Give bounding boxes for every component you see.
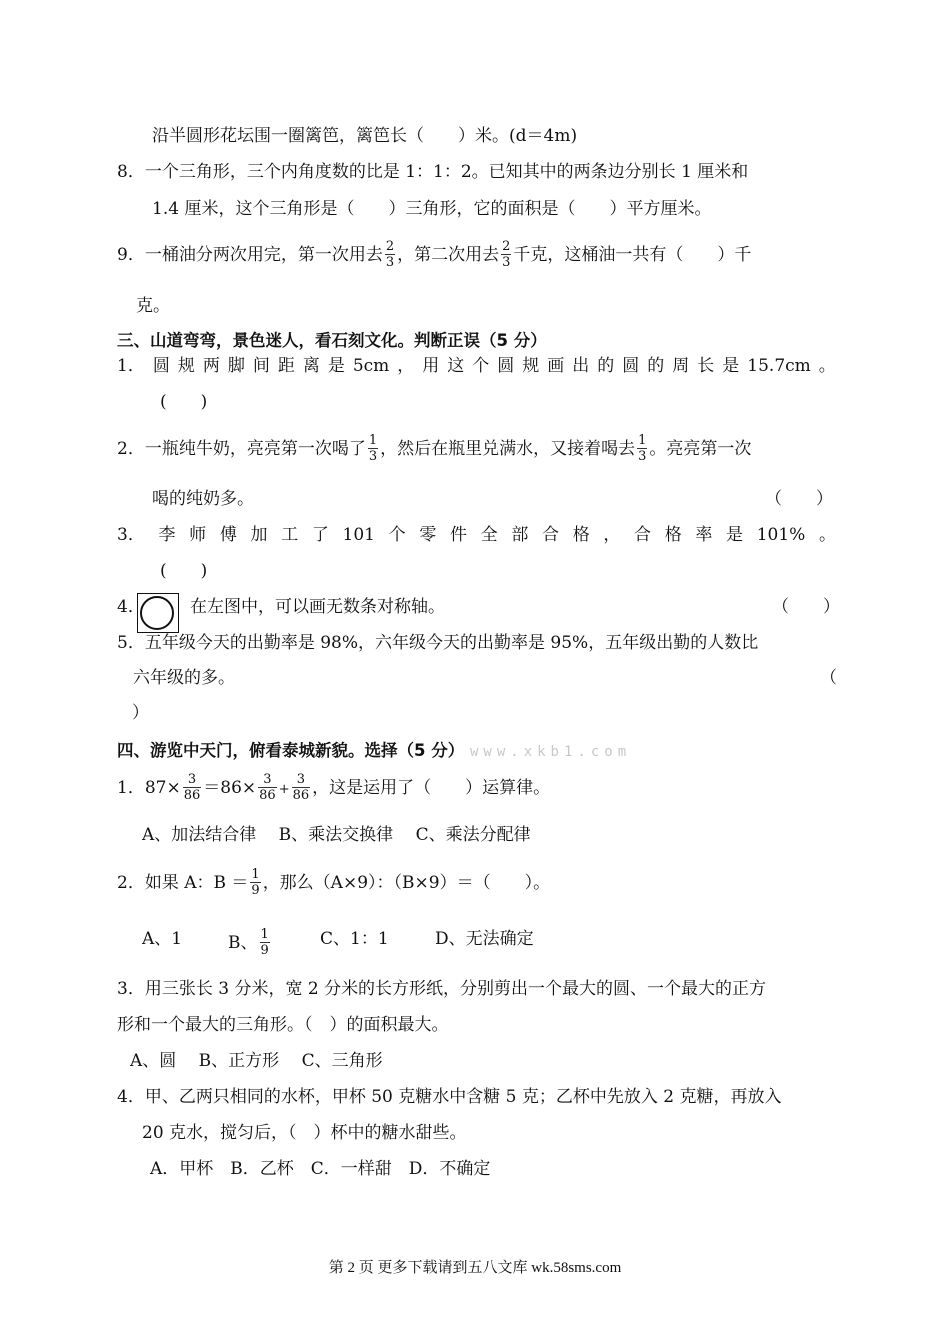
- choice-2-option-c: C、1：1: [320, 929, 389, 949]
- fraction-one-ninth: [260, 927, 270, 958]
- word: 1．: [117, 356, 145, 376]
- word: 圆: [497, 356, 515, 376]
- word: 格: [572, 525, 590, 545]
- word: 周: [672, 356, 690, 376]
- choice-4-line1: 4．甲、乙两只相同的水杯，甲杯 50 克糖水中含糖 5 克；乙杯中先放入 2 克糖，再放入: [117, 1087, 782, 1107]
- word: 工: [281, 525, 299, 545]
- fraction-denominator: 3: [502, 255, 511, 270]
- word: 是: [327, 356, 345, 376]
- judge-5-answer-open[interactable]: （: [820, 668, 837, 688]
- word: 这: [447, 356, 465, 376]
- q9-line1: [117, 240, 751, 271]
- choice-1-expr-c: ，这是运用了（ ）运算律。: [312, 778, 551, 798]
- fraction-one-third: [637, 433, 647, 464]
- choice-1-expr-a: 87×: [144, 778, 181, 798]
- choice-2-option-b: [228, 928, 272, 959]
- choice-4-options: A．甲杯 B．乙杯 C．一样甜 D．不确定: [150, 1159, 491, 1179]
- fraction-numerator: 1: [251, 867, 260, 882]
- word: 出: [572, 356, 590, 376]
- choice-2-text-b: ，那么（A×9）：（B×9）＝（ ）。: [262, 873, 551, 893]
- word: 率: [695, 525, 713, 545]
- choice-1-expr-b: ＝86×: [203, 778, 257, 798]
- judge-4-number: 4．: [117, 597, 145, 617]
- judge-1-answer-paren[interactable]: ( ): [160, 392, 208, 412]
- word: 格: [664, 525, 682, 545]
- fraction-one-third: [368, 433, 378, 464]
- fraction-denominator: 3: [368, 449, 378, 464]
- fraction-denominator: 86: [259, 788, 276, 803]
- q8-line2: 1.4 厘米，这个三角形是（ ）三角形，它的面积是（ ）平方厘米。: [152, 199, 712, 219]
- choice-2-option-d: D、无法确定: [435, 929, 534, 949]
- fraction-numerator: 3: [263, 772, 272, 787]
- circle-figure-frame: [137, 593, 179, 633]
- word: 5cm: [352, 356, 390, 376]
- q9-text-c: 千克，这桶油一共有（ ）千: [513, 245, 752, 265]
- choice-1-num: 1．: [117, 778, 145, 798]
- watermark: www.xkb1.com: [469, 744, 632, 760]
- word: 离: [302, 356, 320, 376]
- word: 部: [511, 525, 529, 545]
- word: 用: [422, 356, 440, 376]
- word: 。: [818, 356, 836, 376]
- word: 规: [177, 356, 195, 376]
- word: 两: [202, 356, 220, 376]
- circle-icon: [140, 596, 174, 630]
- fraction-3-over-86: [292, 772, 311, 803]
- word: 傅: [219, 525, 237, 545]
- choice-2-option-b-label: B、: [228, 933, 258, 953]
- judge-2-text-b: ，然后在瓶里兑满水，又接着喝去: [380, 439, 636, 459]
- judge-2-text-c: 。亮亮第一次: [649, 439, 752, 459]
- section-4-title: 四、游览中天门，俯看泰城新貌。选择（5 分）: [117, 741, 465, 760]
- judge-2-answer-paren[interactable]: （ ）: [765, 489, 833, 509]
- word: 15.7cm: [747, 356, 811, 376]
- word: 3．: [117, 525, 145, 545]
- choice-1-options: A、加法结合律 B、乘法交换律 C、乘法分配律: [142, 825, 531, 845]
- q9-text-b: ，第二次用去: [397, 245, 500, 265]
- judge-1-line1: [117, 355, 836, 377]
- q9-line2: 克。: [136, 296, 170, 316]
- word: 是: [722, 356, 740, 376]
- fraction-denominator: 86: [183, 788, 201, 803]
- word: 是: [726, 525, 744, 545]
- fraction-numerator: 1: [368, 433, 378, 448]
- judge-5-answer-close[interactable]: ）: [132, 703, 149, 723]
- word: 的: [597, 356, 615, 376]
- fraction-3-over-86: [183, 772, 202, 803]
- choice-3-line1: 3．用三张长 3 分米，宽 2 分米的长方形纸，分别剪出一个最大的圆、一个最大的正方: [117, 979, 767, 999]
- q7-continuation: 沿半圆形花坛围一圈篱笆，篱笆长（ ）米。(d＝4m): [152, 126, 578, 146]
- choice-2-line1: [117, 868, 550, 899]
- word: 长: [697, 356, 715, 376]
- judge-5-line1: 5．五年级今天的出勤率是 98%，六年级今天的出勤率是 95%，五年级出勤的人数比: [117, 633, 759, 653]
- fraction-denominator: 86: [292, 788, 310, 803]
- judge-2-line2: 喝的纯奶多。: [152, 489, 254, 509]
- word: 李: [158, 525, 176, 545]
- fraction-numerator: 2: [385, 239, 395, 254]
- fraction-two-thirds: [501, 239, 511, 270]
- fraction-denominator: 3: [385, 255, 395, 270]
- fraction-numerator: 3: [187, 772, 197, 787]
- word: 101%: [756, 525, 806, 545]
- word: 合: [634, 525, 652, 545]
- fraction-one-ninth: [250, 867, 260, 898]
- q9-text-a: 9．一桶油分两次用完，第一次用去: [117, 245, 383, 265]
- fraction-denominator: 3: [638, 449, 647, 464]
- choice-1-line1: [117, 773, 550, 804]
- word: 距: [277, 356, 295, 376]
- fraction-two-thirds: [385, 239, 395, 270]
- word: 的: [647, 356, 665, 376]
- word: 圆: [622, 356, 640, 376]
- word: 规: [522, 356, 540, 376]
- choice-4-line2: 20 克水，搅匀后，（ ）杯中的糖水甜些。: [142, 1123, 467, 1143]
- word: 间: [252, 356, 270, 376]
- fraction-numerator: 2: [502, 239, 511, 254]
- word: 全: [480, 525, 498, 545]
- judge-5-line2: 六年级的多。: [133, 668, 235, 688]
- judge-2-line1: [117, 434, 751, 465]
- word: 画: [547, 356, 565, 376]
- fraction-denominator: 9: [251, 883, 260, 898]
- word: ，: [397, 356, 415, 376]
- judge-4-text: 在左图中，可以画无数条对称轴。: [190, 597, 445, 617]
- word: 加: [250, 525, 268, 545]
- judge-4-answer-paren[interactable]: （ ）: [772, 597, 840, 617]
- word: 件: [450, 525, 467, 545]
- word: 。: [819, 525, 836, 545]
- word: 了: [311, 525, 329, 545]
- page-footer: 第 2 页 更多下载请到五八文库 wk.58sms.com: [328, 1260, 622, 1276]
- word: 个: [472, 356, 490, 376]
- word: 合: [542, 525, 560, 545]
- choice-1-plus: +: [278, 782, 290, 797]
- word: 圆: [152, 356, 170, 376]
- fraction-numerator: 3: [296, 772, 306, 787]
- word: 101: [342, 525, 375, 545]
- judge-2-text-a: 2．一瓶纯牛奶，亮亮第一次喝了: [117, 439, 366, 459]
- fraction-numerator: 1: [260, 927, 269, 942]
- section-3-heading: 三、山道弯弯，景色迷人，看石刻文化。判断正误（5 分）: [117, 331, 547, 350]
- choice-2-text-a: 2．如果 A：B ＝: [117, 873, 249, 893]
- fraction-3-over-86: [258, 772, 277, 803]
- section-4-heading: [117, 740, 631, 763]
- fraction-denominator: 9: [260, 943, 269, 958]
- choice-3-line2: 形和一个最大的三角形。（ ）的面积最大。: [117, 1015, 449, 1035]
- judge-3-line1: [117, 524, 836, 546]
- word: 师: [189, 525, 207, 545]
- choice-3-options: A、圆 B、正方形 C、三角形: [130, 1051, 383, 1071]
- word: 脚: [227, 356, 245, 376]
- word: ，: [603, 525, 621, 545]
- word: 零: [419, 525, 437, 545]
- judge-3-answer-paren[interactable]: ( ): [160, 561, 208, 581]
- q8-line1: 8．一个三角形，三个内角度数的比是 1：1：2。已知其中的两条边分别长 1 厘米和: [117, 162, 749, 182]
- fraction-numerator: 1: [638, 433, 647, 448]
- choice-2-option-a: A、1: [142, 929, 183, 949]
- word: 个: [388, 525, 406, 545]
